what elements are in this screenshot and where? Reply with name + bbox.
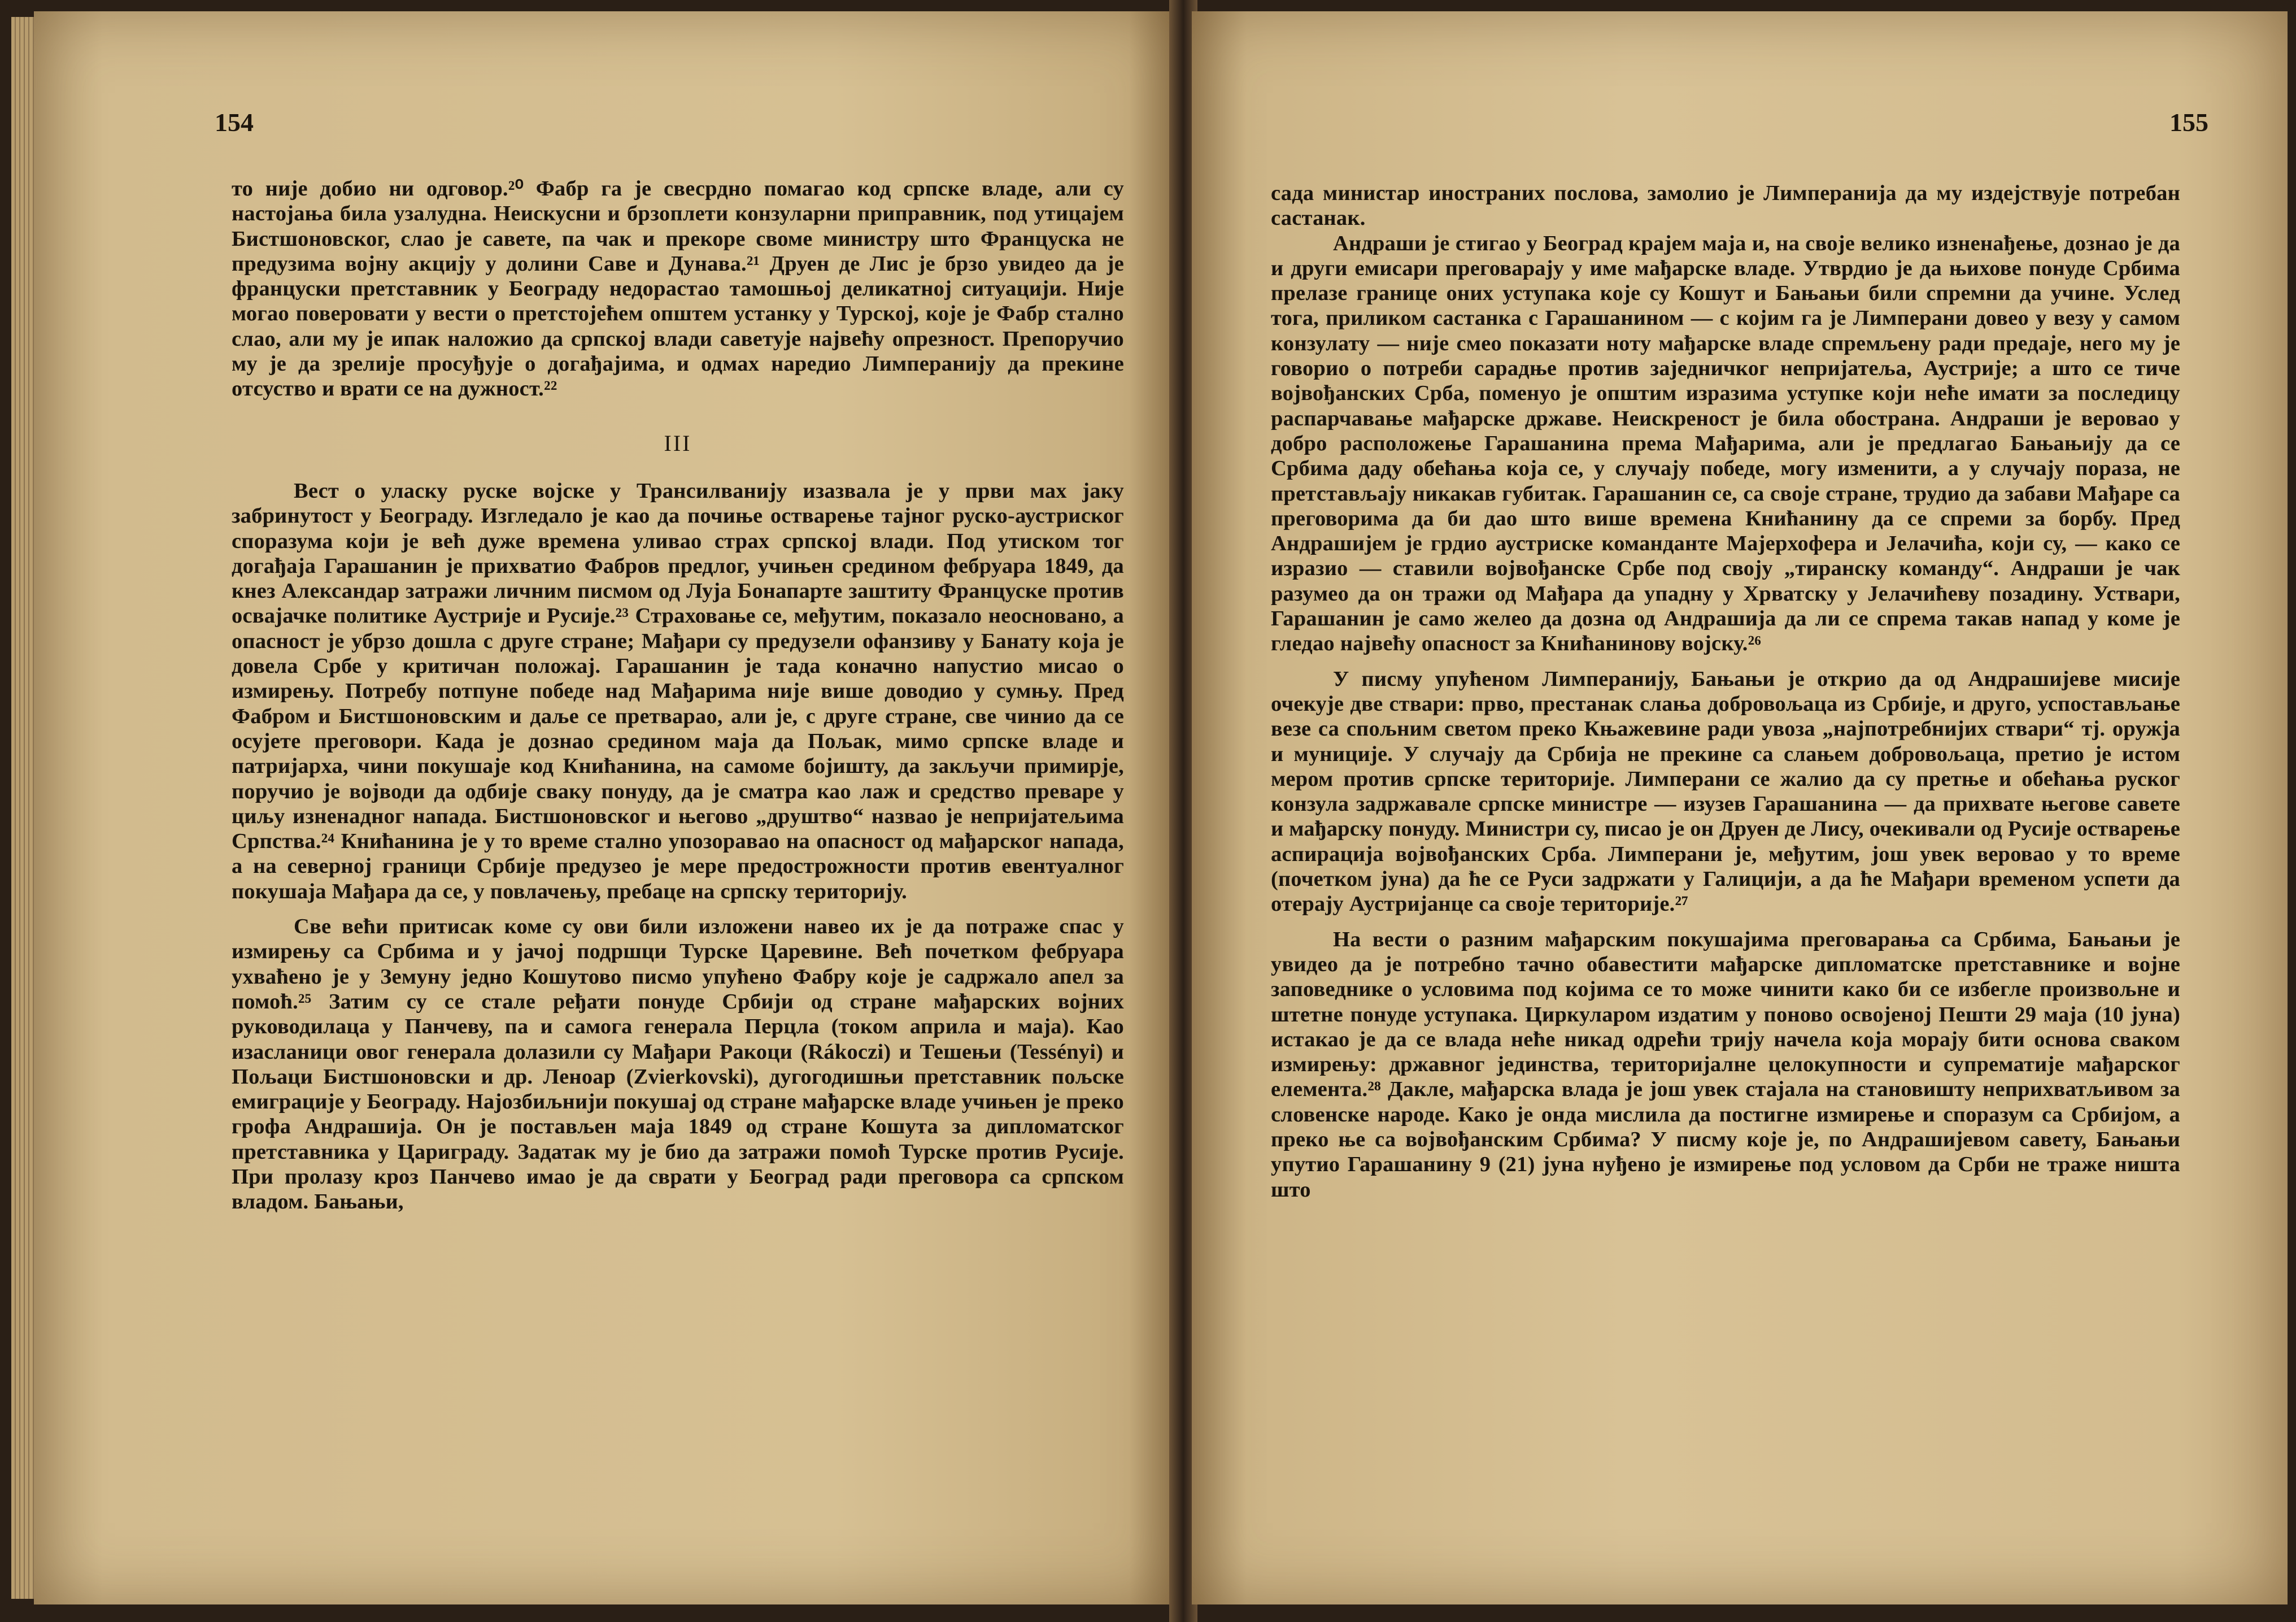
- paragraph: Вест о уласку руске војске у Трансилванију изазвала је у први мах јаку забринутост у Београду. Изгледало је као да почиње остварење тајног руско-аустриског споразума који је већ дуже времена уливао страх српској влади. Под утиском тог догађаја Гарашанин је прихватио Фабров предлог, учињен средином фебруара 1849, да кнез Александар затражи личним писмом од Луја Бонапарте заштиту Француске против освајачке политике Аустрије и Русије.²³ Страховање се, међутим, показало неосновано, а опасност је убрзо дошла с друге стране; Мађари су предузели офанзиву у Банату која је довела Србе у критичан положај. Гарашанин је тада коначно напустио мисао о измирењу. Потребу потпуне победе над Мађарима није више доводио у сумњу. Пред Фабром и Бистшоновским и даље се претварао, али је, с друге стране, све чинио да се осујете преговори. Када је дознао средином маја да Пољак, мимо српске владе и патријарха, чини покушаје код Книћанина, на самоме бојишту, да закључи примирје, поручио је војводи да одбије сваку понуду, да је сматра као лаж и средство преваре у циљу изненадног напада. Бистшоновског и његово „друштво“ назвао је непријатељима Српства.²⁴ Книћанина је у то време стално упозоравао на опасност од мађарског напада, а на северној граници Србије предузео је мере предострожности против евентуалног покушаја Мађара да се, у повлачењу, пребаце на српску територију.: [232, 479, 1124, 903]
- left-page: [34, 11, 1175, 1604]
- right-page-body: [1271, 181, 2180, 1202]
- page-number: 154: [215, 108, 254, 137]
- paragraph: сада министар иностраних послова, замолио је Лимперанија да му издејствује потребан састанак.: [1271, 181, 2180, 231]
- paragraph: то није добио ни одговор.²⁰ Фабр га је свесрдно помагао код српске владе, али су настојања била узалудна. Неискусни и брзоплети конзуларни приправник, под утицајем Бистшоновског, слао је савете, па чак и прекоре своме министру што Француска не предузима војну акцију у долини Саве и Дунава.²¹ Друен де Лис је брзо увидео да је француски претставник у Београду недорастао тамошњој деликатној ситуацији. Није могао поверовати у вести о претстојећем општем устанку у Турској, које је Фабр стално слао, али му је ипак наложио да српској влади саветује највећу опрезност. Препоручио му је да зрелије просуђује о догађајима, и одмах наредио Лимперанију да прекине отсуство и врати се на дужност.²²: [232, 177, 1124, 401]
- page-number: 155: [2169, 108, 2208, 137]
- paragraph: Андраши је стигао у Београд крајем маја и, на своје велико изненађење, дознао је да и други емисари преговарају у име мађарске владе. Утврдио је да њихове понуде Србима прелазе границе оних уступака које су Кошут и Бањањи били спремни да учине. Услед тога, приликом састанка с Гарашанином — с којим га је Лимперани довео у везу у самом конзулату — није смео показати ноту мађарске владе спремљену ради предаје, него му је говорио о потреби сарадње против заједничког непријатеља, Аустрије; а што се тиче војвођанских Срба, поменуо је општим изразима уступке који неће имати за последицу распарчавање мађарске државе. Неискреност је била обострана. Андраши је веровао у добро расположење Гарашанина према Мађарима, али је предлагао Бањањију да се Србима даду обећања која се, у случају победе, могу изменити, а у случају пораза, не претстављају никакав губитак. Гарашанин се, са своје стране, трудио да забави Мађаре са преговорима да би дао што више времена Книћанину да се спреми за борбу. Пред Андрашијем је грдио аустриске команданте Мајерхофера и Јелачића, који су, — како се изразио — ставили војвођанске Србе под своју „тиранску команду“. Андраши је чак разумео да он тражи од Мађара да упадну у Хрватску у Јелачићеву позадину. Уствари, Гарашанин је само желео да дозна од Андрашија да ли се спрема такав напад у коме је гледао највећу опасност за Книћанинову војску.²⁶: [1271, 231, 2180, 656]
- paragraph: У писму упућеном Лимперанију, Бањањи је открио да од Андрашијеве мисије очекује две ствари: прво, престанак слања добровољаца из Србије, и друго, успостављање везе са спољним светом преко Књажевине ради увоза „најпотребнијих ствари“ тј. оружја и муниције. У случају да Србија не прекине са слањем добровољаца, претио је истом мером против српске територије. Лимперани се жалио да су претње и обећања руског конзула задржавале српске министре — изузев Гарашанина — да прихвате његове савете и мађарску понуду. Министри су, писао је он Друен де Лису, очекивали од Русије остварење аспирација војвођанских Срба. Лимперани је, међутим, још увек веровао у то време (почетком јуна) да ће се Руси задржати у Галицији, а да ће Мађари временом успети да отерају Аустријанце са своје територије.²⁷: [1271, 667, 2180, 916]
- left-page-body: [232, 176, 1124, 1215]
- paragraph: На вести о разним мађарским покушајима преговарања са Србима, Бањањи је увидео да је потребно тачно обавестити мађарске дипломатске претставнике и војне заповеднике о условима под којима се то може чинити како би се избегле произвољне и штетне понуде уступака. Циркуларом издатим у поново освојеној Пешти 29 маја (10 јуна) истакао је да се влада неће никад одрећи трију начела која морају бити основа сваком измирењу: државног јединства, територијалне целокупности и супрематије мађарског елемента.²⁸ Дакле, мађарска влада је још увек стајала на становишту неприхватљивом за словенске народе. Како је онда мислила да постигне измирење и споразум са Србијом, а преко ње са војвођанским Србима? У писму које је, по Андрашијевом савету, Бањањи упутио Гарашанину 9 (21) јуна нуђено је измирење под условом да Срби не траже ништа што: [1271, 927, 2180, 1202]
- section-heading: III: [664, 430, 692, 456]
- right-page: [1192, 11, 2288, 1604]
- paragraph: Све већи притисак коме су ови били изложени навео их је да потраже спас у измирењу са Србима и у јачој подршци Турске Царевине. Већ почетком фебруара ухваћено је у Земуну једно Кошутово писмо упућено Фабру које је садржало апел за помоћ.²⁵ Затим су се стале ређати понуде Србији од стране мађарских војних руководилаца у Панчеву, па и самога генерала Перцла (током априла и маја). Као изасланици овог генерала долазили су Мађари Ракоци (Rákoczi) и Тешењи (Tessényi) и Пољаци Бистшоновски и др. Ленoар (Zvierkovski), дугогодишњи претставник пољске емиграције у Београду. Најозбиљнији покушај од стране мађарске владе учињен је преко грофа Андрашија. Он је постављен маја 1849 од стране Кошута за дипломатског претставника у Цариграду. Задатак му је био да затражи помоћ Турске против Русије. При пролазу кроз Панчево имао је да сврати у Београд ради преговора са српском владом. Бањањи,: [232, 915, 1124, 1214]
